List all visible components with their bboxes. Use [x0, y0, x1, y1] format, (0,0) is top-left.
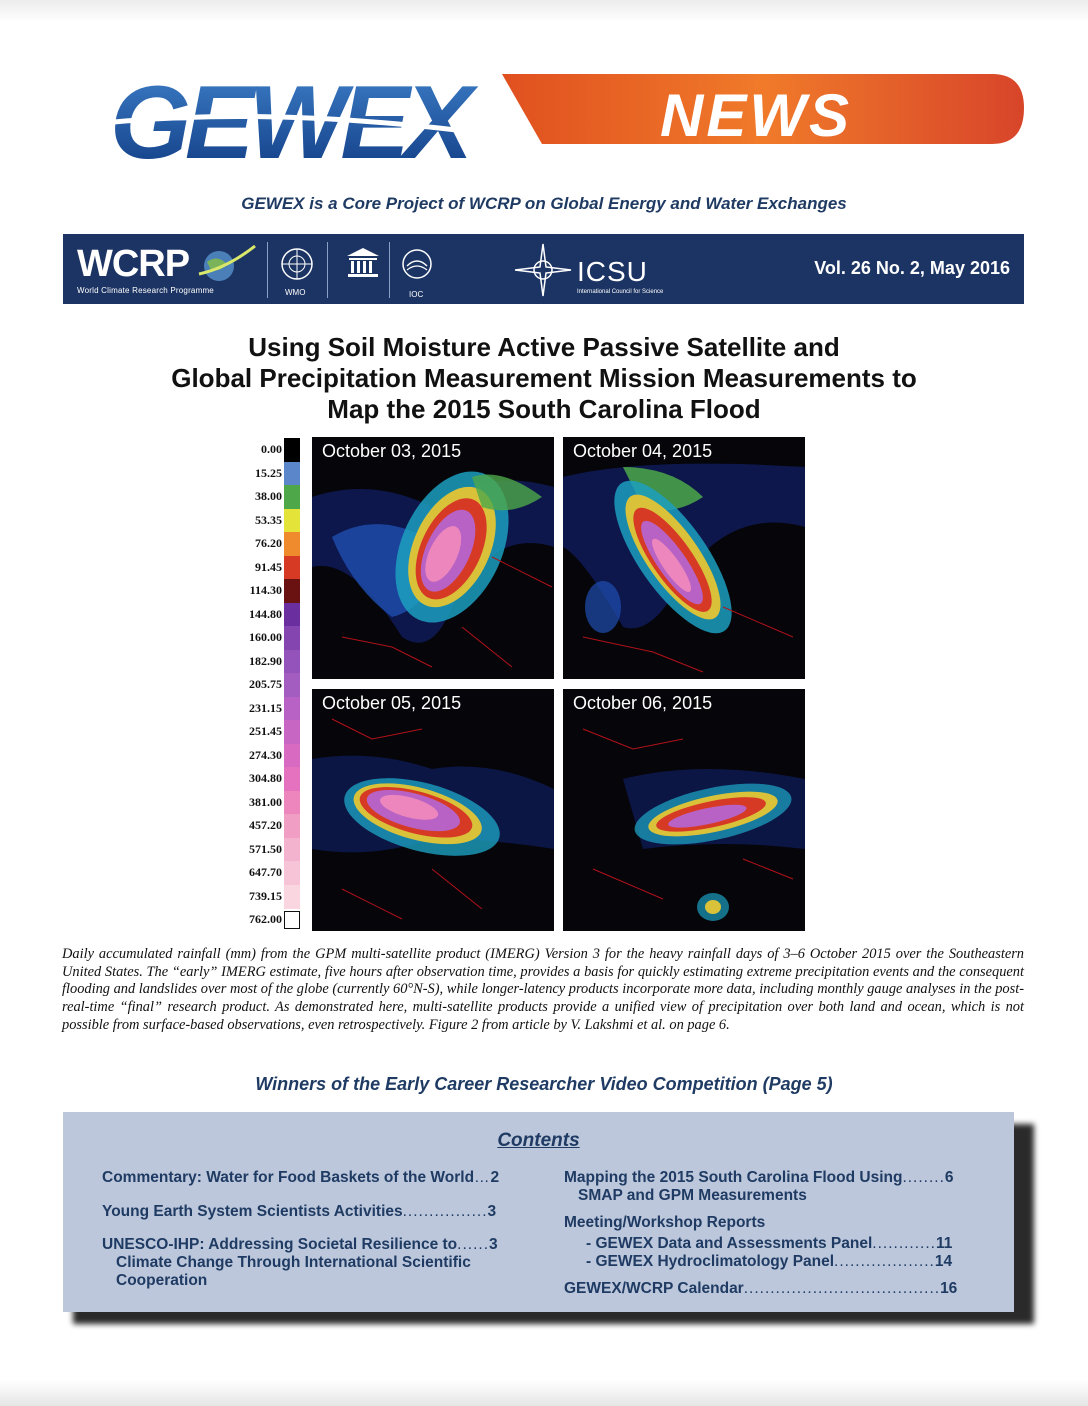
compass-star-icon — [513, 242, 573, 298]
toc-leader: ................... — [834, 1253, 935, 1270]
rainfall-map-oct-05 — [312, 689, 554, 931]
legend-label: 381.00 — [249, 794, 282, 809]
legend-label: 571.50 — [249, 841, 282, 856]
unesco-temple-icon — [343, 246, 383, 282]
toc-title: GEWEX/WCRP Calendar — [564, 1280, 744, 1297]
toc-title: UNESCO-IHP: Addressing Societal Resilience to — [102, 1236, 458, 1253]
toc-page: 11 — [935, 1235, 953, 1252]
legend-label: 0.00 — [261, 442, 282, 456]
news-wordmark: NEWS — [660, 82, 852, 149]
legend-swatch — [284, 626, 300, 650]
legend-label: 160.00 — [249, 630, 282, 644]
legend-swatch — [284, 579, 300, 603]
ioc-caption: IOC — [409, 290, 424, 299]
legend-swatch — [284, 885, 300, 909]
rainfall-map-oct-04 — [563, 437, 805, 679]
legend-swatch — [284, 767, 300, 791]
toc-page: 3 — [487, 1203, 497, 1220]
legend-label: 274.30 — [249, 747, 282, 762]
legend-label: 304.80 — [249, 771, 282, 785]
legend-label: 739.15 — [249, 888, 282, 903]
legend-swatch — [284, 744, 300, 768]
toc-title-continued: SMAP and GPM Measurements — [578, 1187, 807, 1204]
icsu-logo-text: ICSU — [577, 256, 648, 287]
legend-label: 15.25 — [255, 465, 282, 480]
icsu-logo-subtitle: International Council for Science — [577, 289, 664, 295]
divider — [327, 242, 328, 298]
panel-date: October 03, 2015 — [322, 441, 462, 461]
legend-swatch — [284, 791, 300, 815]
toc-leader: ..................................... — [743, 1280, 941, 1297]
toc-title-continued: Cooperation — [116, 1272, 208, 1289]
legend-label: 38.00 — [255, 489, 282, 503]
legend-label: 53.35 — [255, 512, 282, 527]
toc-item[interactable] — [102, 1169, 522, 1187]
toc-leader: … — [474, 1169, 491, 1186]
toc-item[interactable] — [564, 1169, 994, 1205]
divider — [267, 242, 268, 298]
legend-swatch — [284, 556, 300, 580]
legend-label: 762.00 — [249, 912, 282, 926]
legend-swatch — [284, 814, 300, 838]
legend-swatch — [284, 673, 300, 697]
map-panel-oct-06 — [563, 689, 805, 931]
wcrp-logo-text: WCRP — [77, 243, 190, 285]
toc-item[interactable] — [586, 1235, 1006, 1253]
toc-title: Meeting/Workshop Reports — [564, 1214, 766, 1231]
rainfall-color-legend — [236, 438, 306, 928]
toc-section-heading — [564, 1214, 994, 1232]
headline-line-2: Global Precipitation Measurement Mission Measurements to — [171, 363, 917, 393]
rainfall-map-oct-06 — [563, 689, 805, 931]
tagline: GEWEX is a Core Project of WCRP on Global Energy and Water Exchanges — [241, 194, 847, 213]
legend-label: 457.20 — [249, 818, 282, 832]
map-panel-oct-03 — [312, 437, 554, 679]
legend-swatch — [284, 509, 300, 533]
headline-line-1: Using Soil Moisture Active Passive Satellite and — [248, 332, 840, 362]
legend-label: 205.75 — [249, 677, 282, 691]
toc-title: Mapping the 2015 South Carolina Flood Using — [564, 1169, 903, 1186]
toc-leader: ...... — [457, 1236, 489, 1253]
ioc-emblem-icon — [397, 248, 437, 284]
figure-caption: Daily accumulated rainfall (mm) from the GPM multi-satellite product (IMERG) Version 3 for the heavy rainfall days of 3–6 October 2015 over the Southeastern United States. The “early” IMERG estimate, five hours after observation time, provides a basis for quickly estimating extreme precipitation events and the consequent flooding and landslides over most of the globe (currently 60°N-S), while longer-latency products incorporate more data, including monthly gauge analyses in the post-real-time “final” research product. As demonstrated here, multi-satellite products provide a unified view of precipitation over both land and ocean, which is not possible from surface-based observations, even retrospectively. Figure 2 from article by V. Lakshmi et al. on page 6. — [62, 946, 1024, 1033]
toc-leader: ................ — [402, 1203, 488, 1220]
map-panel-oct-04 — [563, 437, 805, 679]
toc-page: 3 — [489, 1236, 498, 1253]
toc-item[interactable] — [102, 1236, 532, 1290]
toc-leader: ........ — [902, 1169, 945, 1186]
headline-line-3: Map the 2015 South Carolina Flood — [327, 394, 761, 424]
legend-swatch — [284, 485, 300, 509]
legend-swatch — [284, 838, 300, 862]
toc-title: - GEWEX Data and Assessments Panel — [586, 1235, 873, 1252]
legend-swatch — [284, 438, 300, 462]
winners-announcement: Winners of the Early Career Researcher Video Competition (Page 5) — [255, 1074, 833, 1094]
legend-swatch — [284, 861, 300, 885]
toc-title: Young Earth System Scientists Activities — [102, 1203, 403, 1220]
legend-label: 251.45 — [249, 724, 282, 738]
gewex-wordmark: GEWEX — [110, 70, 468, 178]
legend-swatch — [284, 603, 300, 627]
wcrp-logo — [77, 244, 214, 295]
masthead — [62, 70, 1024, 178]
legend-swatch — [284, 697, 300, 721]
legend-label: 144.80 — [249, 606, 282, 621]
legend-swatch — [284, 720, 300, 744]
gewex-news-logo — [62, 70, 1024, 178]
toc-page: 14 — [934, 1253, 953, 1270]
rainfall-map-oct-03 — [312, 437, 554, 679]
panel-date: October 06, 2015 — [573, 693, 713, 713]
panel-date: October 05, 2015 — [322, 693, 462, 713]
toc-leader: ............ — [872, 1235, 936, 1252]
contents-box — [63, 1112, 1014, 1312]
toc-title: Commentary: Water for Food Baskets of the World — [102, 1169, 475, 1186]
legend-label: 647.70 — [249, 865, 282, 879]
article-headline — [80, 332, 1008, 425]
toc-item[interactable] — [102, 1203, 522, 1221]
legend-label: 114.30 — [249, 583, 282, 597]
legend-label: 182.90 — [249, 653, 282, 668]
wcrp-logo-subtitle: World Climate Research Programme — [77, 286, 214, 295]
issue-volume: Vol. 26 No. 2, May 2016 — [814, 258, 1010, 278]
legend-swatch — [284, 532, 300, 556]
toc-title: - GEWEX Hydroclimatology Panel — [586, 1253, 835, 1270]
toc-item[interactable] — [564, 1280, 994, 1298]
map-panel-oct-05 — [312, 689, 554, 931]
legend-label: 76.20 — [255, 536, 282, 550]
legend-swatch — [284, 650, 300, 674]
legend-swatch — [284, 462, 300, 486]
toc-item[interactable] — [586, 1253, 1006, 1271]
panel-date: October 04, 2015 — [573, 441, 713, 461]
legend-label: 91.45 — [255, 559, 282, 574]
wmo-emblem-icon — [277, 246, 317, 286]
legend-swatch — [284, 911, 300, 929]
divider — [389, 242, 390, 298]
toc-page: 6 — [944, 1169, 954, 1186]
toc-page: 16 — [940, 1280, 958, 1297]
wmo-caption: WMO — [285, 288, 306, 297]
legend-label: 231.15 — [249, 700, 282, 715]
toc-page: 2 — [490, 1169, 500, 1186]
partner-banner — [63, 234, 1024, 304]
contents-heading: Contents — [497, 1130, 580, 1151]
toc-title-continued: Climate Change Through International Scientific — [116, 1254, 471, 1271]
globe-icon — [197, 244, 257, 284]
